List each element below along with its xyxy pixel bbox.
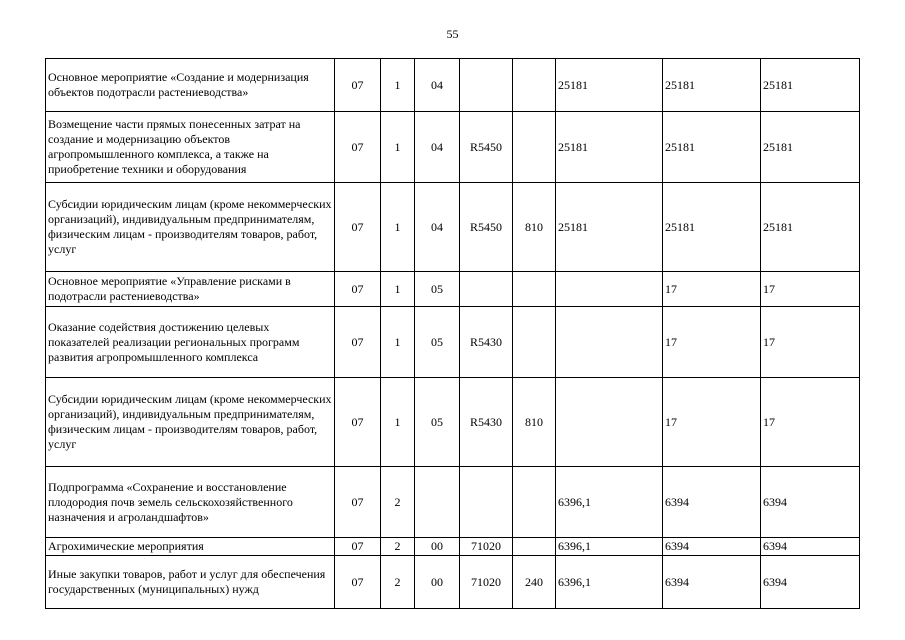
activity-code: 05: [415, 378, 460, 467]
direction-code: R5430: [460, 378, 513, 467]
direction-code: [460, 467, 513, 538]
amount-3: 25181: [761, 112, 860, 183]
section-code: 07: [335, 378, 381, 467]
amount-2: 25181: [663, 183, 761, 272]
amount-3: 6394: [761, 556, 860, 609]
expense-type-code: 810: [513, 378, 556, 467]
row-name: Основное мероприятие «Создание и модернизация объектов подотрасли растениеводства»: [46, 59, 335, 112]
table-row: [46, 556, 860, 609]
amount-2: 17: [663, 307, 761, 378]
amount-1: [556, 378, 663, 467]
activity-code: [415, 467, 460, 538]
table-row: [46, 467, 860, 538]
table-row: [46, 538, 860, 556]
subprogram-code: 2: [381, 538, 415, 556]
amount-3: 17: [761, 307, 860, 378]
page-number: 55: [446, 27, 459, 41]
expense-type-code: [513, 307, 556, 378]
section-code: 07: [335, 112, 381, 183]
subprogram-code: 1: [381, 272, 415, 307]
amount-1: [556, 272, 663, 307]
section-code: 07: [335, 183, 381, 272]
subprogram-code: 1: [381, 59, 415, 112]
row-name: Агрохимические мероприятия: [46, 538, 335, 556]
activity-code: 00: [415, 538, 460, 556]
activity-code: 05: [415, 307, 460, 378]
expense-type-code: 810: [513, 183, 556, 272]
subprogram-code: 1: [381, 378, 415, 467]
direction-code: R5450: [460, 183, 513, 272]
direction-code: [460, 59, 513, 112]
expense-type-code: [513, 112, 556, 183]
table-row: [46, 307, 860, 378]
direction-code: R5450: [460, 112, 513, 183]
subprogram-code: 1: [381, 183, 415, 272]
amount-3: 6394: [761, 467, 860, 538]
amount-1: 6396,1: [556, 556, 663, 609]
table-row: [46, 183, 860, 272]
amount-1: [556, 307, 663, 378]
amount-2: 6394: [663, 467, 761, 538]
row-name: Подпрограмма «Сохранение и восстановление плодородия почв земель сельскохозяйственного назначения и агроландшафтов»: [46, 467, 335, 538]
section-code: 07: [335, 59, 381, 112]
expense-type-code: [513, 467, 556, 538]
amount-3: 25181: [761, 59, 860, 112]
expense-type-code: [513, 272, 556, 307]
subprogram-code: 2: [381, 467, 415, 538]
row-name: Субсидии юридическим лицам (кроме некоммерческих организаций), индивидуальным предпринимателям, физическим лицам - производителям товаров, работ, услуг: [46, 378, 335, 467]
amount-3: 6394: [761, 538, 860, 556]
table-row: [46, 112, 860, 183]
amount-3: 25181: [761, 183, 860, 272]
amount-1: 25181: [556, 112, 663, 183]
section-code: 07: [335, 538, 381, 556]
section-code: 07: [335, 272, 381, 307]
amount-1: 6396,1: [556, 467, 663, 538]
amount-2: 25181: [663, 59, 761, 112]
amount-1: 25181: [556, 59, 663, 112]
expense-type-code: [513, 59, 556, 112]
row-name: Оказание содействия достижению целевых показателей реализации региональных программ развития агропромышленного комплекса: [46, 307, 335, 378]
subprogram-code: 1: [381, 307, 415, 378]
section-code: 07: [335, 556, 381, 609]
table-row: [46, 59, 860, 112]
row-name: Возмещение части прямых понесенных затрат на создание и модернизацию объектов агропромышленного комплекса, а также на приобретение техники и оборудования: [46, 112, 335, 183]
amount-2: 17: [663, 378, 761, 467]
amount-2: 6394: [663, 538, 761, 556]
amount-1: 6396,1: [556, 538, 663, 556]
expense-type-code: [513, 538, 556, 556]
direction-code: 71020: [460, 538, 513, 556]
direction-code: 71020: [460, 556, 513, 609]
amount-3: 17: [761, 272, 860, 307]
direction-code: [460, 272, 513, 307]
amount-2: 6394: [663, 556, 761, 609]
amount-2: 25181: [663, 112, 761, 183]
amount-2: 17: [663, 272, 761, 307]
direction-code: R5430: [460, 307, 513, 378]
section-code: 07: [335, 467, 381, 538]
expense-type-code: 240: [513, 556, 556, 609]
table-row: [46, 272, 860, 307]
section-code: 07: [335, 307, 381, 378]
row-name: Субсидии юридическим лицам (кроме некоммерческих организаций), индивидуальным предпринимателям, физическим лицам - производителям товаров, работ, услуг: [46, 183, 335, 272]
subprogram-code: 2: [381, 556, 415, 609]
row-name: Иные закупки товаров, работ и услуг для обеспечения государственных (муниципальных) нужд: [46, 556, 335, 609]
activity-code: 04: [415, 112, 460, 183]
activity-code: 04: [415, 183, 460, 272]
activity-code: 04: [415, 59, 460, 112]
subprogram-code: 1: [381, 112, 415, 183]
amount-1: 25181: [556, 183, 663, 272]
amount-3: 17: [761, 378, 860, 467]
activity-code: 05: [415, 272, 460, 307]
budget-table: [45, 58, 860, 609]
row-name: Основное мероприятие «Управление рисками в подотрасли растениеводства»: [46, 272, 335, 307]
table-row: [46, 378, 860, 467]
activity-code: 00: [415, 556, 460, 609]
